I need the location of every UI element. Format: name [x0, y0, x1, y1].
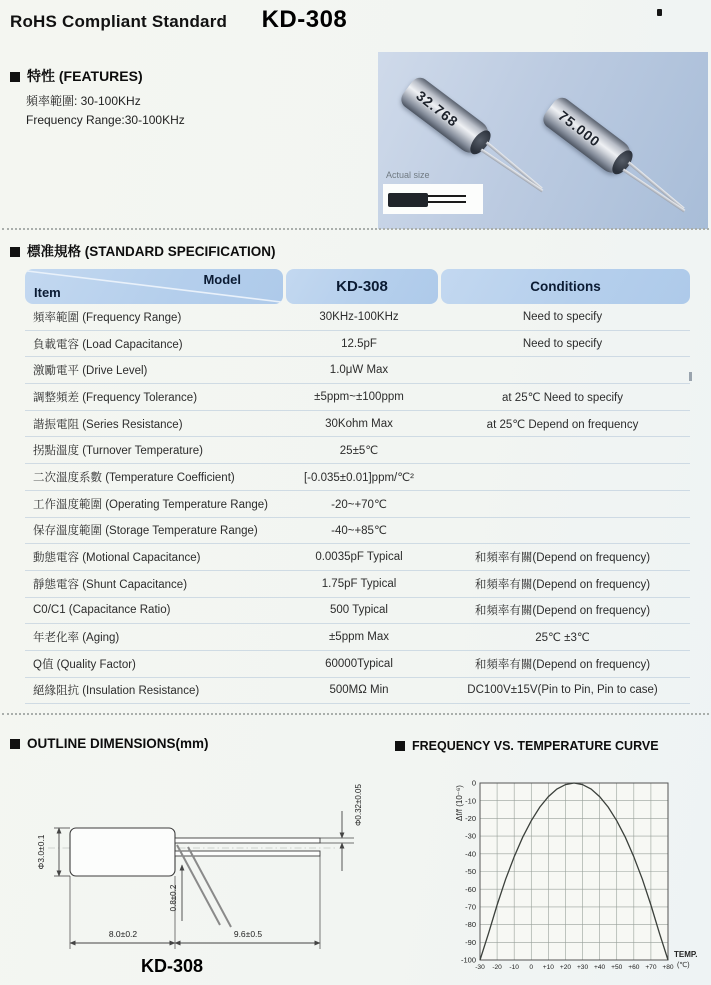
y-tick-label: -30 [465, 831, 476, 841]
x-tick-label: 0 [529, 964, 534, 971]
spec-condition-cell: 25℃ ±3℃ [535, 632, 590, 645]
spec-condition-cell: at 25℃ Depend on frequency [486, 418, 639, 431]
spec-item-cell: 靜態電容 (Shunt Capacitance) [33, 578, 188, 591]
outline-dimension-drawing [30, 753, 382, 983]
spec-item-cell: 二次溫度系數 (Temperature Coefficient) [33, 471, 235, 484]
spec-item-cell: 保存溫度範圍 (Storage Temperature Range) [33, 525, 258, 538]
dim-lead-diameter: Φ0.32±0.05 [354, 784, 363, 826]
header-cell-model-value: KD-308 [286, 269, 438, 304]
spec-item-cell: 頻率範圍 (Frequency Range) [33, 311, 182, 324]
x-axis-label: TEMP. [674, 950, 698, 959]
table-row [25, 571, 690, 598]
x-tick-label: +80 [662, 964, 674, 971]
x-tick-label: +60 [628, 964, 640, 971]
table-row [25, 491, 690, 518]
x-tick-label: -10 [509, 964, 519, 971]
diagonal-divider [25, 269, 283, 304]
spec-value-cell: ±5ppm Max [329, 631, 389, 644]
x-tick-label: +10 [542, 964, 554, 971]
spec-item-cell: Q值 (Quality Factor) [33, 658, 136, 671]
spec-value-cell: 500 Typical [330, 604, 388, 617]
spec-item-cell: 激勵電平 (Drive Level) [33, 365, 148, 378]
header-model-label: Model [203, 272, 241, 287]
crystal-lead [628, 161, 685, 209]
crystal-lead [623, 169, 686, 212]
x-axis-label-unit: (℃) [677, 962, 690, 969]
section-divider [2, 228, 709, 230]
y-tick-label: -20 [465, 814, 476, 823]
spec-item-cell: 工作溫度範圍 (Operating Temperature Range) [33, 498, 268, 511]
spec-item-cell: 絕緣阻抗 (Insulation Resistance) [33, 685, 200, 698]
crystal-lead [486, 141, 543, 189]
header-cell-conditions: Conditions [441, 269, 690, 304]
section-bullet-icon [10, 72, 20, 82]
crystal-lead [481, 149, 544, 192]
y-tick-label: -10 [465, 796, 476, 806]
dim-lead-length: 9.6±0.5 [233, 929, 263, 939]
outline-heading-label: OUTLINE DIMENSIONS(mm) [27, 736, 209, 751]
spec-condition-cell: Need to specify [522, 310, 603, 323]
spec-item-cell: 調整頻差 (Frequency Tolerance) [33, 391, 198, 404]
y-tick-label: -60 [465, 884, 476, 894]
crystal-32khz [398, 74, 495, 159]
table-row [25, 678, 690, 705]
actual-size-drawing [383, 184, 483, 214]
y-tick-label: 0 [471, 778, 476, 788]
table-row [25, 544, 690, 571]
spec-value-cell: 30KHz-100KHz [319, 310, 399, 323]
spec-value-cell: 60000Typical [325, 657, 393, 670]
upper-lead [175, 838, 320, 843]
lower-lead [175, 851, 320, 856]
page-title [10, 6, 347, 34]
frequency-temperature-chart [425, 750, 711, 985]
crystal-frequency-label: 32.768 [413, 87, 462, 131]
outline-model-label: KD-308 [140, 956, 204, 976]
spec-value-cell: -20~+70℃ [331, 498, 387, 511]
y-tick-label: -90 [465, 937, 476, 947]
spec-item-cell: 拐點溫度 (Turnover Temperature) [33, 445, 203, 458]
spec-item-cell: 負載電容 (Load Capacitance) [33, 338, 183, 351]
header-cell-item-model [25, 269, 283, 304]
table-row [25, 437, 690, 464]
spec-condition-cell: 和頻率有關(Depend on frequency) [474, 658, 651, 671]
table-row [25, 331, 690, 358]
spec-section-heading [10, 240, 276, 260]
section-bullet-icon [10, 247, 20, 257]
table-row [25, 598, 690, 625]
spec-table-header [25, 269, 690, 304]
spec-value-cell: 25±5℃ [339, 445, 379, 458]
spec-condition-cell: 和頻率有關(Depend on frequency) [474, 605, 651, 618]
spec-item-cell: C0/C1 (Capacitance Ratio) [33, 604, 171, 617]
feature-frequency-range-zh: 頻率範圍: 30-100KHz [26, 94, 141, 108]
spec-condition-cell: 和頻率有關(Depend on frequency) [474, 578, 651, 591]
actual-size-crystal-body [388, 193, 428, 207]
spec-condition-cell: Need to specify [522, 337, 603, 350]
crystal-body [540, 94, 637, 179]
feature-frequency-range-en: Frequency Range:30-100KHz [26, 113, 185, 127]
actual-size-lead [428, 195, 466, 197]
features-section-heading [10, 66, 143, 86]
bent-lead [188, 847, 231, 927]
crystal-frequency-label: 75.000 [555, 107, 604, 151]
features-heading-label: 特性 (FEATURES) [27, 68, 143, 84]
title-model-number: KD-308 [261, 6, 348, 33]
spec-heading-label: 標准規格 (STANDARD SPECIFICATION) [27, 244, 276, 259]
dim-body-diameter: Φ3.0±0.1 [36, 834, 46, 870]
table-row [25, 384, 690, 411]
y-axis-label: Δf/f (10⁻⁶) [455, 785, 464, 821]
spec-item-cell: 動態電容 (Motional Capacitance) [33, 552, 201, 565]
chart-canvas [425, 750, 711, 980]
actual-size-lead [428, 201, 466, 203]
curve-heading-label: FREQUENCY VS. TEMPERATURE CURVE [412, 739, 659, 753]
section-bullet-icon [10, 739, 20, 749]
bent-lead [177, 845, 220, 925]
section-divider [2, 713, 709, 715]
spec-table-body [25, 304, 690, 704]
y-tick-label: -50 [465, 867, 476, 877]
table-row [25, 411, 690, 438]
spec-condition-cell: DC100V±15V(Pin to Pin, Pin to case) [467, 684, 658, 697]
crystal-body-outline [70, 828, 175, 876]
table-row [25, 651, 690, 678]
table-row [25, 518, 690, 545]
scan-artifact-dot [657, 9, 662, 16]
spec-value-cell: [-0.035±0.01]ppm/℃² [303, 471, 414, 484]
spec-value-cell: -40~+85℃ [331, 525, 387, 538]
header-item-label: Item [34, 285, 61, 300]
spec-value-cell: 500MΩ Min [329, 684, 389, 697]
title-standard: RoHS Compliant Standard [10, 12, 228, 31]
table-row [25, 624, 690, 651]
y-tick-label: -40 [465, 849, 476, 859]
spec-table [25, 269, 690, 704]
crystal-body [398, 74, 495, 159]
y-tick-label: -100 [460, 955, 476, 965]
x-tick-label: +40 [594, 964, 606, 971]
y-tick-label: -80 [465, 920, 476, 930]
section-bullet-icon [395, 741, 405, 751]
crystal-75khz [540, 94, 637, 179]
spec-value-cell: 1.0μW Max [329, 364, 389, 377]
spec-value-cell: 1.75pF Typical [321, 577, 397, 590]
dim-lead-spacing: 0.8±0.2 [169, 884, 178, 912]
table-row [25, 304, 690, 331]
spec-value-cell: 30Kohm Max [325, 417, 393, 430]
spec-value-cell: ±5ppm~±100ppm [314, 390, 404, 403]
y-tick-label: -70 [465, 902, 476, 912]
x-tick-label: +50 [611, 964, 623, 971]
table-row [25, 357, 690, 384]
outline-section-heading [10, 736, 209, 751]
x-tick-label: +30 [576, 964, 589, 971]
spec-condition-cell: 和頻率有關(Depend on frequency) [474, 552, 651, 565]
spec-item-cell: 諧振電阻 (Series Resistance) [33, 418, 183, 431]
x-tick-label: -30 [475, 964, 485, 971]
table-row [25, 464, 690, 491]
spec-value-cell: 12.5pF [341, 337, 377, 350]
x-tick-label: -20 [492, 964, 502, 971]
actual-size-label: Actual size [386, 170, 430, 180]
spec-value-cell: 0.0035pF Typical [315, 551, 403, 564]
x-tick-label: +70 [645, 964, 657, 971]
spec-condition-cell: at 25℃ Need to specify [502, 391, 623, 404]
x-tick-label: +20 [559, 964, 572, 971]
spec-item-cell: 年老化率 (Aging) [33, 632, 120, 645]
dim-body-length: 8.0±0.2 [108, 929, 138, 939]
